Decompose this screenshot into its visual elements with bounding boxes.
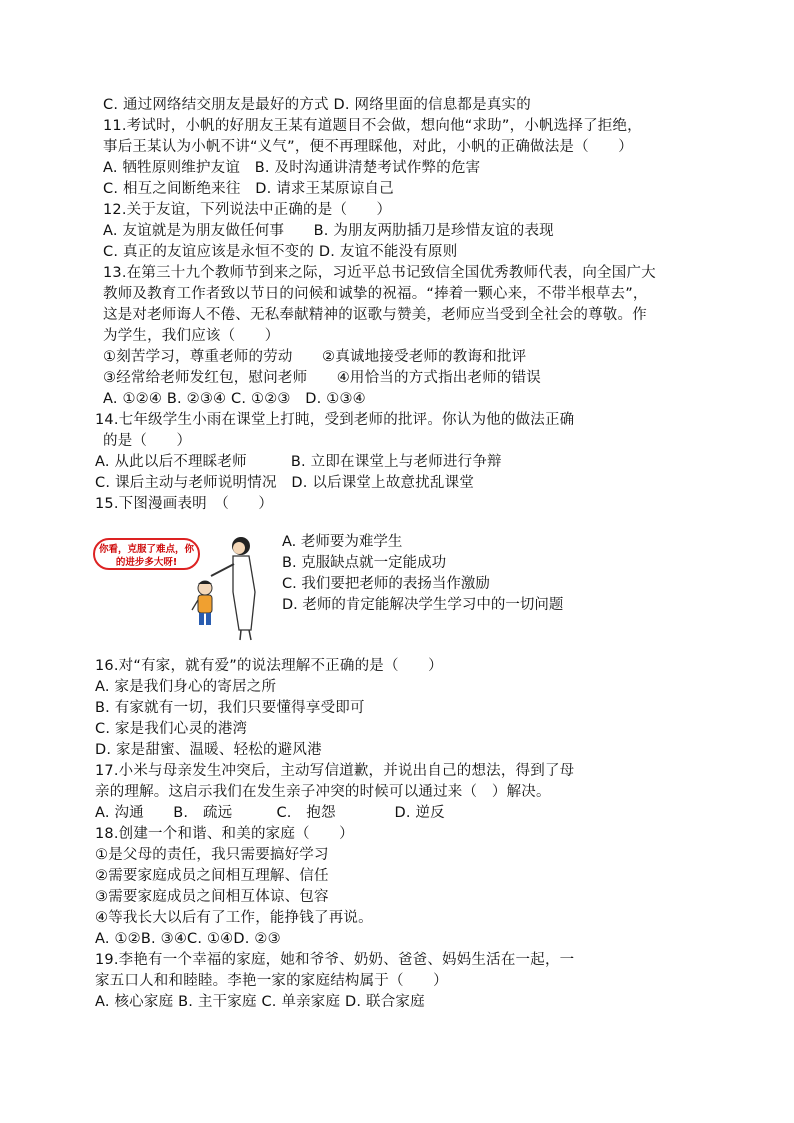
- q13-stem-line3: 这是对老师诲人不倦、无私奉献精神的讴歌与赞美，老师应当受到全社会的尊敬。作: [103, 307, 647, 323]
- q17-stem-line2: 亲的理解。这启示我们在发生亲子冲突的时候可以通过来（ ）解决。: [95, 784, 551, 800]
- q12-stem: 12.关于友谊，下列说法中正确的是（ ）: [103, 202, 392, 218]
- q14-option-ab: A. 从此以后不理睬老师 B. 立即在课堂上与老师进行争辩: [95, 454, 502, 470]
- q18-options: A. ①②B. ③④C. ①④D. ②③: [95, 931, 281, 947]
- q18-item-4: ④等我长大以后有了工作，能挣钱了再说。: [95, 910, 373, 926]
- q11-stem-line2: 事后王某认为小帆不讲“义气”，便不再理睬他，对此，小帆的正确做法是（ ）: [103, 139, 633, 155]
- q13-stem-line1: 13.在第三十九个教师节到来之际，习近平总书记致信全国优秀教师代表，向全国广大: [103, 265, 656, 281]
- q12-option-cd: C. 真正的友谊应该是永恒不变的 D. 友谊不能没有原则: [103, 244, 458, 260]
- q13-item-34: ③经常给老师发红包，慰问老师 ④用恰当的方式指出老师的错误: [103, 370, 541, 386]
- q15-option-a: A. 老师要为难学生: [282, 534, 403, 550]
- q10-option-cd: C. 通过网络结交朋友是最好的方式 D. 网络里面的信息都是真实的: [103, 97, 531, 113]
- q12-option-ab: A. 友谊就是为朋友做任何事 B. 为朋友两肋插刀是珍惜友谊的表现: [103, 223, 554, 239]
- q16-option-b: B. 有家就有一切，我们只要懂得享受即可: [95, 700, 365, 716]
- q19-stem-line2: 家五口人和和睦睦。李艳一家的家庭结构属于（ ）: [95, 973, 448, 989]
- q16-option-a: A. 家是我们身心的寄居之所: [95, 679, 277, 695]
- q18-stem: 18.创建一个和谐、和美的家庭（ ）: [95, 826, 354, 842]
- q14-option-cd: C. 课后主动与老师说明情况 D. 以后课堂上故意扰乱课堂: [95, 475, 475, 491]
- q18-item-1: ①是父母的责任，我只需要搞好学习: [95, 847, 329, 863]
- q11-stem-line1: 11.考试时，小帆的好朋友王某有道题目不会做，想向他“求助”，小帆选择了拒绝，: [103, 118, 642, 134]
- speech-bubble: 你看，克服了难点，你的进步多大呀!: [93, 538, 200, 570]
- q16-stem: 16.对“有家，就有爱”的说法理解不正确的是（ ）: [95, 658, 443, 674]
- q18-item-2: ②需要家庭成员之间相互理解、信任: [95, 868, 329, 884]
- q19-stem-line1: 19.李艳有一个幸福的家庭，她和爷爷、奶奶、爸爸、妈妈生活在一起，一: [95, 952, 575, 968]
- q17-options: A. 沟通 B. 疏远 C. 抱怨 D. 逆反: [95, 805, 445, 821]
- q14-stem-line2: 的是（ ）: [103, 433, 192, 449]
- q15-option-b: B. 克服缺点就一定能成功: [282, 555, 447, 571]
- q14-stem-line1: 14.七年级学生小雨在课堂上打盹，受到老师的批评。你认为他的做法正确: [95, 412, 575, 428]
- teacher-student-illustration: [93, 530, 273, 645]
- q16-option-d: D. 家是甜蜜、温暖、轻松的避风港: [95, 742, 322, 758]
- q19-options: A. 核心家庭 B. 主干家庭 C. 单亲家庭 D. 联合家庭: [95, 994, 425, 1010]
- q11-option-ab: A. 牺牲原则维护友谊 B. 及时沟通讲清楚考试作弊的危害: [103, 160, 481, 176]
- q15-option-d: D. 老师的肯定能解决学生学习中的一切问题: [282, 597, 564, 613]
- q15-cartoon: [93, 530, 273, 645]
- q11-option-cd: C. 相互之间断绝来往 D. 请求王某原谅自己: [103, 181, 394, 197]
- q13-item-12: ①刻苦学习，尊重老师的劳动 ②真诚地接受老师的教诲和批评: [103, 349, 527, 365]
- q13-options: A. ①②④ B. ②③④ C. ①②③ D. ①③④: [103, 391, 366, 407]
- q13-stem-line2: 教师及教育工作者致以节日的问候和诚挚的祝福。“捧着一颗心来，不带半根草去”，: [103, 286, 648, 302]
- q15-option-c: C. 我们要把老师的表扬当作激励: [282, 576, 490, 592]
- q13-stem-line4: 为学生，我们应该（ ）: [103, 328, 280, 344]
- q17-stem-line1: 17.小米与母亲发生冲突后，主动写信道歉，并说出自己的想法，得到了母: [95, 763, 575, 779]
- q15-stem: 15.下图漫画表明 （ ）: [95, 496, 274, 512]
- q18-item-3: ③需要家庭成员之间相互体谅、包容: [95, 889, 329, 905]
- q16-option-c: C. 家是我们心灵的港湾: [95, 721, 248, 737]
